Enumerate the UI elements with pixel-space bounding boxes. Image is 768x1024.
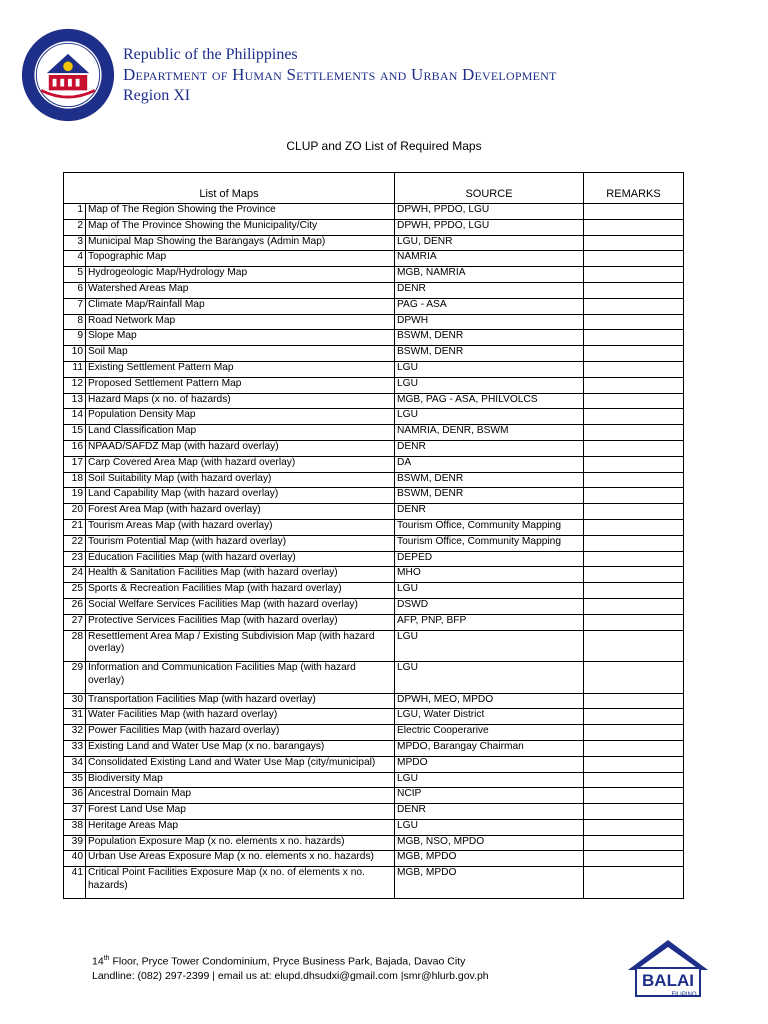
map-remarks	[584, 267, 684, 283]
map-name: Existing Land and Water Use Map (x no. barangays)	[86, 740, 395, 756]
map-remarks	[584, 472, 684, 488]
table-row	[64, 456, 684, 472]
table-row	[64, 867, 684, 899]
table-row	[64, 361, 684, 377]
map-source: NAMRIA	[395, 251, 584, 267]
map-name: NPAAD/SAFDZ Map (with hazard overlay)	[86, 440, 395, 456]
map-source: DPWH, PPDO, LGU	[395, 204, 584, 220]
row-number: 38	[64, 819, 86, 835]
table-row	[64, 409, 684, 425]
table-row	[64, 519, 684, 535]
map-source: LGU	[395, 377, 584, 393]
dhsud-seal-logo	[20, 27, 116, 123]
table-row	[64, 709, 684, 725]
map-name: Biodiversity Map	[86, 772, 395, 788]
row-number: 41	[64, 867, 86, 899]
map-source: MHO	[395, 567, 584, 583]
row-number: 12	[64, 377, 86, 393]
map-source: MGB, NAMRIA	[395, 267, 584, 283]
map-source: MGB, NSO, MPDO	[395, 835, 584, 851]
map-source: LGU, DENR	[395, 235, 584, 251]
row-number: 2	[64, 219, 86, 235]
map-remarks	[584, 583, 684, 599]
row-number: 14	[64, 409, 86, 425]
map-name: Heritage Areas Map	[86, 819, 395, 835]
row-number: 23	[64, 551, 86, 567]
map-name: Carp Covered Area Map (with hazard overlay)	[86, 456, 395, 472]
row-number: 40	[64, 851, 86, 867]
map-name: Education Facilities Map (with hazard overlay)	[86, 551, 395, 567]
row-number: 39	[64, 835, 86, 851]
map-source: LGU	[395, 361, 584, 377]
table-row	[64, 598, 684, 614]
map-name: Population Density Map	[86, 409, 395, 425]
table-row	[64, 314, 684, 330]
row-number: 16	[64, 440, 86, 456]
footer-contact: Landline: (082) 297-2399 | email us at: elupd.dhsudxi@gmail.com |smr@hlurb.gov.ph	[92, 969, 489, 982]
map-source: LGU	[395, 662, 584, 694]
map-name: Tourism Areas Map (with hazard overlay)	[86, 519, 395, 535]
row-number: 4	[64, 251, 86, 267]
row-number: 3	[64, 235, 86, 251]
map-source: DPWH, MEO, MPDO	[395, 693, 584, 709]
map-source: MPDO, Barangay Chairman	[395, 740, 584, 756]
map-source: DSWD	[395, 598, 584, 614]
row-number: 22	[64, 535, 86, 551]
map-name: Social Welfare Services Facilities Map (with hazard overlay)	[86, 598, 395, 614]
map-source: NCIP	[395, 788, 584, 804]
row-number: 10	[64, 346, 86, 362]
row-number: 8	[64, 314, 86, 330]
row-number: 21	[64, 519, 86, 535]
map-remarks	[584, 456, 684, 472]
row-number: 34	[64, 756, 86, 772]
map-source: DENR	[395, 282, 584, 298]
row-number: 30	[64, 693, 86, 709]
map-name: Protective Services Facilities Map (with hazard overlay)	[86, 614, 395, 630]
map-name: Sports & Recreation Facilities Map (with hazard overlay)	[86, 583, 395, 599]
map-remarks	[584, 835, 684, 851]
map-remarks	[584, 804, 684, 820]
map-source: AFP, PNP, BFP	[395, 614, 584, 630]
map-remarks	[584, 851, 684, 867]
map-source: Electric Cooperarive	[395, 725, 584, 741]
map-name: Information and Communication Facilities Map (with hazard overlay)	[86, 662, 395, 694]
row-number: 13	[64, 393, 86, 409]
row-number: 15	[64, 425, 86, 441]
map-source: MGB, PAG - ASA, PHILVOLCS	[395, 393, 584, 409]
table-row	[64, 772, 684, 788]
table-row	[64, 693, 684, 709]
map-remarks	[584, 219, 684, 235]
table-row	[64, 835, 684, 851]
table-row	[64, 330, 684, 346]
table-row	[64, 740, 684, 756]
map-name: Proposed Settlement Pattern Map	[86, 377, 395, 393]
table-row	[64, 219, 684, 235]
row-number: 17	[64, 456, 86, 472]
row-number: 1	[64, 204, 86, 220]
row-number: 24	[64, 567, 86, 583]
map-remarks	[584, 788, 684, 804]
table-row	[64, 346, 684, 362]
footer-address: 14th Floor, Pryce Tower Condominium, Pryce Business Park, Bajada, Davao City Landline: (082) 297-2399 | email us at: elupd.dhsudxi@gmail.com |smr@hlurb.gov.ph	[92, 955, 489, 982]
map-source: Tourism Office, Community Mapping	[395, 519, 584, 535]
table-row	[64, 567, 684, 583]
map-remarks	[584, 235, 684, 251]
map-name: Transportation Facilities Map (with hazard overlay)	[86, 693, 395, 709]
map-remarks	[584, 693, 684, 709]
map-name: Topographic Map	[86, 251, 395, 267]
map-source: BSWM, DENR	[395, 346, 584, 362]
region-line: Region XI	[123, 87, 191, 104]
map-name: Existing Settlement Pattern Map	[86, 361, 395, 377]
map-name: Population Exposure Map (x no. elements x no. hazards)	[86, 835, 395, 851]
map-name: Municipal Map Showing the Barangays (Admin Map)	[86, 235, 395, 251]
map-remarks	[584, 725, 684, 741]
map-name: Land Classification Map	[86, 425, 395, 441]
table-row	[64, 662, 684, 694]
map-remarks	[584, 709, 684, 725]
map-name: Map of The Region Showing the Province	[86, 204, 395, 220]
map-source: DENR	[395, 504, 584, 520]
table-row	[64, 614, 684, 630]
table-row	[64, 504, 684, 520]
map-name: Hydrogeologic Map/Hydrology Map	[86, 267, 395, 283]
map-source: DENR	[395, 440, 584, 456]
map-remarks	[584, 519, 684, 535]
row-number: 37	[64, 804, 86, 820]
col-header-remarks: REMARKS	[584, 173, 684, 204]
map-name: Soil Suitability Map (with hazard overlay)	[86, 472, 395, 488]
row-number: 18	[64, 472, 86, 488]
map-name: Resettlement Area Map / Existing Subdivision Map (with hazard overlay)	[86, 630, 395, 662]
table-row	[64, 551, 684, 567]
balai-filipino-logo	[622, 936, 714, 1006]
table-row	[64, 251, 684, 267]
map-name: Map of The Province Showing the Municipality/City	[86, 219, 395, 235]
svg-text:BALAI: BALAI	[642, 971, 694, 990]
map-source: MGB, MPDO	[395, 851, 584, 867]
row-number: 28	[64, 630, 86, 662]
map-name: Health & Sanitation Facilities Map (with hazard overlay)	[86, 567, 395, 583]
map-source: Tourism Office, Community Mapping	[395, 535, 584, 551]
table-row	[64, 377, 684, 393]
table-row	[64, 393, 684, 409]
map-remarks	[584, 662, 684, 694]
map-name: Consolidated Existing Land and Water Use Map (city/municipal)	[86, 756, 395, 772]
row-number: 35	[64, 772, 86, 788]
table-row	[64, 440, 684, 456]
row-number: 5	[64, 267, 86, 283]
map-source: MPDO	[395, 756, 584, 772]
republic-line: Republic of the Philippines	[123, 46, 298, 63]
map-source: LGU	[395, 630, 584, 662]
map-name: Watershed Areas Map	[86, 282, 395, 298]
map-remarks	[584, 425, 684, 441]
row-number: 33	[64, 740, 86, 756]
row-number: 31	[64, 709, 86, 725]
row-number: 20	[64, 504, 86, 520]
map-remarks	[584, 772, 684, 788]
map-name: Ancestral Domain Map	[86, 788, 395, 804]
map-remarks	[584, 740, 684, 756]
required-maps-table	[63, 172, 684, 899]
row-number: 27	[64, 614, 86, 630]
map-name: Slope Map	[86, 330, 395, 346]
map-remarks	[584, 346, 684, 362]
row-number: 32	[64, 725, 86, 741]
map-name: Climate Map/Rainfall Map	[86, 298, 395, 314]
map-source: LGU	[395, 772, 584, 788]
map-source: LGU	[395, 409, 584, 425]
table-row	[64, 851, 684, 867]
table-row	[64, 819, 684, 835]
table-row	[64, 756, 684, 772]
table-row	[64, 235, 684, 251]
map-source: DENR	[395, 804, 584, 820]
map-name: Tourism Potential Map (with hazard overlay)	[86, 535, 395, 551]
map-remarks	[584, 630, 684, 662]
row-number: 25	[64, 583, 86, 599]
table-row	[64, 788, 684, 804]
map-remarks	[584, 819, 684, 835]
map-remarks	[584, 504, 684, 520]
row-number: 11	[64, 361, 86, 377]
table-row	[64, 535, 684, 551]
document-title: CLUP and ZO List of Required Maps	[286, 139, 482, 153]
map-source: MGB, MPDO	[395, 867, 584, 899]
map-remarks	[584, 393, 684, 409]
map-remarks	[584, 488, 684, 504]
map-remarks	[584, 867, 684, 899]
map-source: BSWM, DENR	[395, 472, 584, 488]
map-name: Soil Map	[86, 346, 395, 362]
map-source: DA	[395, 456, 584, 472]
map-name: Road Network Map	[86, 314, 395, 330]
map-name: Critical Point Facilities Exposure Map (x no. of elements x no. hazards)	[86, 867, 395, 899]
map-remarks	[584, 330, 684, 346]
table-row	[64, 472, 684, 488]
table-row	[64, 425, 684, 441]
department-name: Department of Human Settlements and Urban Development	[123, 65, 557, 84]
table-row	[64, 267, 684, 283]
map-remarks	[584, 204, 684, 220]
row-number: 9	[64, 330, 86, 346]
map-remarks	[584, 614, 684, 630]
map-remarks	[584, 314, 684, 330]
letterhead	[123, 45, 557, 106]
table-row	[64, 488, 684, 504]
table-row	[64, 725, 684, 741]
row-number: 19	[64, 488, 86, 504]
map-source: PAG - ASA	[395, 298, 584, 314]
map-name: Power Facilities Map (with hazard overlay)	[86, 725, 395, 741]
table-row	[64, 282, 684, 298]
map-remarks	[584, 440, 684, 456]
map-remarks	[584, 361, 684, 377]
map-name: Hazard Maps (x no. of hazards)	[86, 393, 395, 409]
map-remarks	[584, 535, 684, 551]
map-remarks	[584, 377, 684, 393]
map-source: NAMRIA, DENR, BSWM	[395, 425, 584, 441]
row-number: 36	[64, 788, 86, 804]
map-remarks	[584, 251, 684, 267]
map-source: BSWM, DENR	[395, 488, 584, 504]
table-row	[64, 583, 684, 599]
map-remarks	[584, 409, 684, 425]
map-source: BSWM, DENR	[395, 330, 584, 346]
svg-text:FILIPINO: FILIPINO	[671, 992, 697, 998]
map-remarks	[584, 567, 684, 583]
map-name: Forest Land Use Map	[86, 804, 395, 820]
row-number: 26	[64, 598, 86, 614]
table-row	[64, 204, 684, 220]
map-name: Urban Use Areas Exposure Map (x no. elements x no. hazards)	[86, 851, 395, 867]
map-source: LGU	[395, 583, 584, 599]
map-source: DPWH, PPDO, LGU	[395, 219, 584, 235]
row-number: 29	[64, 662, 86, 694]
table-row	[64, 630, 684, 662]
row-number: 6	[64, 282, 86, 298]
map-source: DEPED	[395, 551, 584, 567]
map-remarks	[584, 756, 684, 772]
map-source: LGU	[395, 819, 584, 835]
map-source: DPWH	[395, 314, 584, 330]
map-source: LGU, Water District	[395, 709, 584, 725]
col-header-list-of-maps: List of Maps	[64, 173, 395, 204]
col-header-source: SOURCE	[395, 173, 584, 204]
table-header-row	[64, 173, 684, 204]
map-remarks	[584, 282, 684, 298]
map-remarks	[584, 551, 684, 567]
map-name: Land Capability Map (with hazard overlay)	[86, 488, 395, 504]
map-name: Water Facilities Map (with hazard overlay)	[86, 709, 395, 725]
table-row	[64, 804, 684, 820]
map-name: Forest Area Map (with hazard overlay)	[86, 504, 395, 520]
map-remarks	[584, 598, 684, 614]
map-remarks	[584, 298, 684, 314]
table-row	[64, 298, 684, 314]
row-number: 7	[64, 298, 86, 314]
